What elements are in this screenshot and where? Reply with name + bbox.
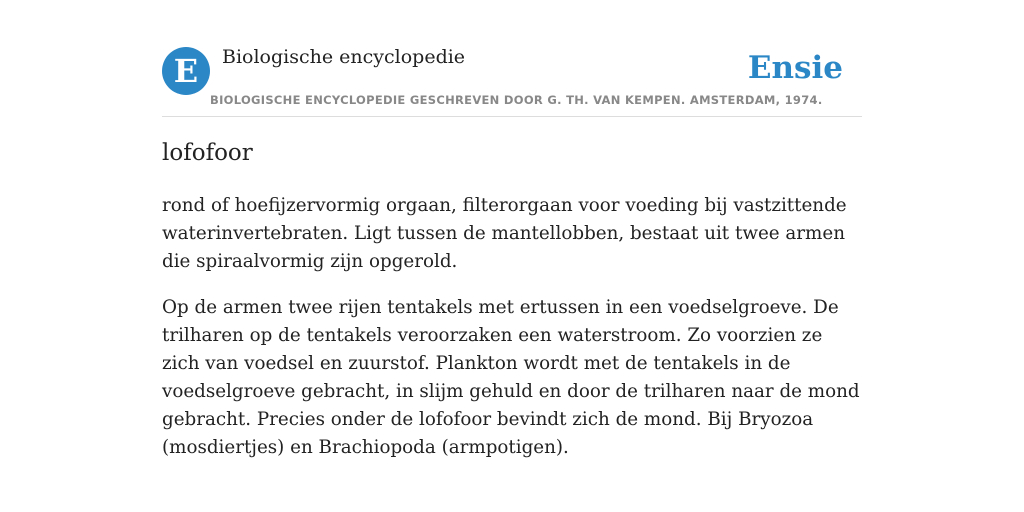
entry-paragraph: Op de armen twee rijen tentakels met ertussen in een voedselgroeve. De trilharen op de tentakels veroorzaken een waterstroom. Zo voorzien ze zich van voedsel en zuurstof. Plankton wordt met de tentakels in de voedselgroeve gebracht, in slijm gehuld en door de trilharen naar de mond gebracht. Precies onder de lofofoor bevindt zich de mond. Bij Bryozoa (mosdiertjes) en Brachiopoda (armpotigen). — [162, 297, 860, 458]
logo-letter: E — [173, 52, 199, 90]
entry-paragraph: rond of hoefijzervormig orgaan, filterorgaan voor voeding bij vastzittende waterinvertebraten. Ligt tussen de mantellobben, bestaat uit twee armen die spiraalvormig zijn opgerold. — [162, 195, 847, 272]
entry-title: lofofoor — [162, 140, 253, 166]
entry-body — [162, 192, 864, 480]
logo-badge[interactable] — [162, 47, 210, 95]
source-subtitle: BIOLOGISCHE ENCYCLOPEDIE GESCHREVEN DOOR G. TH. VAN KEMPEN. AMSTERDAM, 1974. — [210, 93, 823, 107]
source-title[interactable]: Biologische encyclopedie — [222, 46, 466, 68]
page — [162, 0, 862, 512]
header — [162, 0, 862, 117]
brand-logo[interactable]: Ensie — [747, 50, 843, 86]
